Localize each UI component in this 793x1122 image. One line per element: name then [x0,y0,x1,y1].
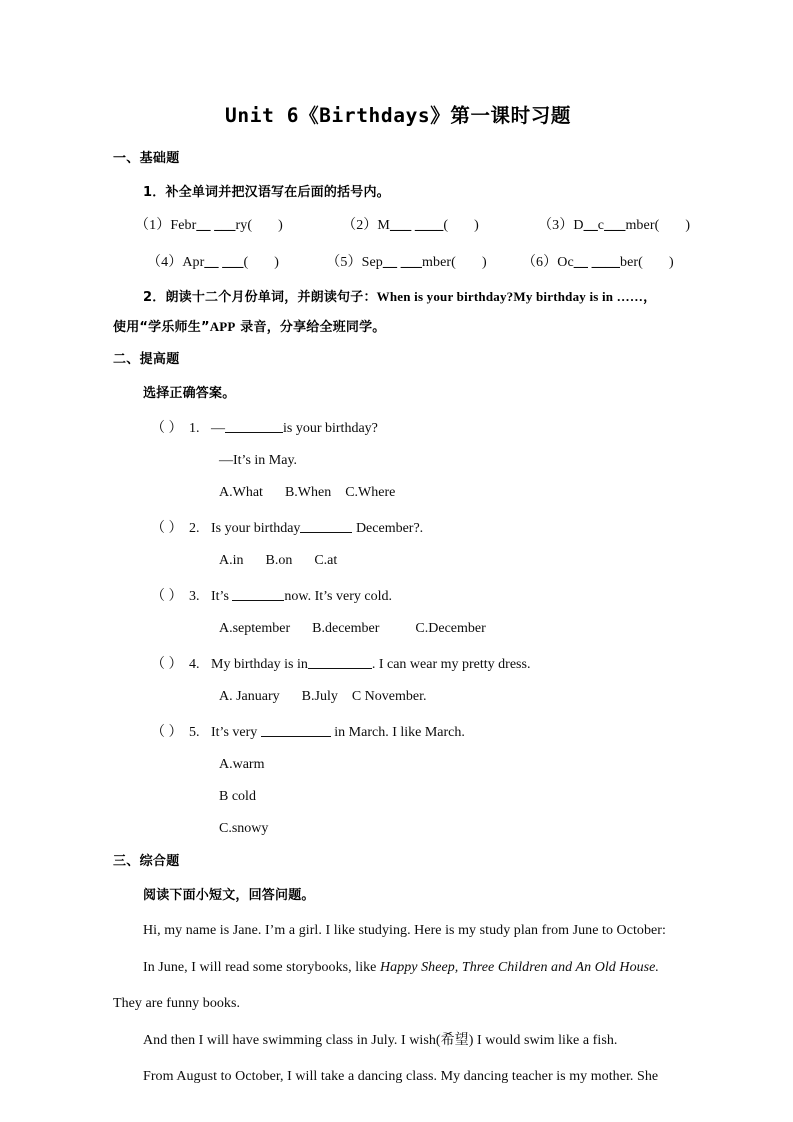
blank-item-5-label: （5） [326,255,362,270]
mc-question-5-option-c[interactable]: C.snowy [219,821,269,836]
mc-question-2-options [113,553,683,569]
task-2-number: 2． [143,290,166,305]
mc-question-2-number: 2. [189,521,200,536]
blank-item-1-prefix: Febr [170,218,197,233]
blank-item-4-close: ) [274,255,280,270]
blank-item-3-blank2[interactable]: ___ [604,218,626,233]
passage-line-2-text: In June, I will read some storybooks, like [143,959,380,975]
task-2-text-tail: ， [643,290,657,305]
mc-question-1-number: 1. [189,421,200,436]
mc-question-1 [113,417,683,437]
mc-question-5-answer-box[interactable]: （ ） [151,725,183,740]
mc-question-3 [113,585,683,605]
mc-question-5-number: 5. [189,725,200,740]
mc-question-3-stem-after: now. It’s very cold. [284,589,392,604]
mc-question-3-blank[interactable] [232,587,284,601]
mc-question-5-stem-before: It’s very [211,725,261,740]
blank-item-5-prefix: Sep [361,255,383,270]
reading-instruction: 阅读下面小短文，回答问题。 [143,888,315,903]
blank-item-4-blank2[interactable]: ___ [222,255,244,270]
mc-question-1-answer-box[interactable]: （ ） [151,421,183,436]
task-2-prompt-line2 [113,316,683,335]
mc-question-2-answer-box[interactable]: （ ） [151,521,183,536]
mc-question-4-answer-box[interactable]: （ ） [151,657,183,672]
task-2-text-en: When is your birthday?My birthday is in …… [376,289,644,304]
document-body [113,88,691,1086]
mc-question-1-extra: —It’s in May. [219,453,298,468]
section-heading-3: 三、综合题 [113,854,180,869]
blank-item-6-prefix: Oc [557,255,574,270]
blank-item-5 [326,251,486,271]
mc-question-2 [113,517,683,537]
blank-item-4-label: （4） [147,255,183,270]
blank-item-1-blank1[interactable]: __ [196,218,211,233]
blank-item-1 [135,214,283,234]
mc-question-2-stem-before: Is your birthday [211,521,301,536]
blank-item-3-prefix: D [573,218,584,233]
mc-question-3-number: 3. [189,589,200,604]
mc-question-3-options [113,621,683,637]
blank-item-6 [522,251,674,271]
mc-question-2-option-b[interactable]: B.on [265,553,293,568]
blank-item-6-suffix: ber( [620,255,643,270]
blank-item-1-suffix: ry( [235,218,253,233]
mc-question-4-blank[interactable] [308,655,372,669]
blank-item-1-label: （1） [135,218,171,233]
mc-question-4-number: 4. [189,657,200,672]
blank-row-2 [113,251,683,271]
blank-item-2 [342,214,479,234]
passage-line-5: From August to October, I will take a dancing class. My dancing teacher is my mother. She [143,1069,659,1084]
mc-question-4-stem-before: My birthday is in [211,657,308,672]
mc-question-5-stem-after: in March. I like March. [330,725,465,740]
mc-question-1-option-b[interactable]: B.When [284,485,332,500]
task-2-line2-cn-a: 使用“学乐师生” [113,320,210,335]
blank-item-3-label: （3） [538,218,574,233]
mc-question-4-option-a[interactable]: A. January [219,689,280,704]
mc-question-3-stem-before: It’s [211,589,233,604]
mc-question-1-stem-after: is your birthday? [283,421,378,436]
mc-question-4 [113,653,683,673]
blank-item-2-blank2[interactable]: ____ [414,218,444,233]
blank-item-6-close: ) [668,255,674,270]
mc-question-2-option-a[interactable]: A.in [219,553,244,568]
mc-question-2-option-c[interactable]: C.at [314,553,338,568]
blank-item-6-blank2[interactable]: ____ [591,255,620,270]
task-2-prompt [113,286,683,305]
mc-question-4-stem-after: . I can wear my pretty dress. [371,657,531,672]
mc-question-4-option-c[interactable]: C November. [351,689,427,704]
passage-line-2-book-titles: Happy Sheep, Three Children and An Old House. [380,959,659,975]
passage-line-1: Hi, my name is Jane. I’m a girl. I like studying. Here is my study plan from June to October: [143,923,666,938]
blank-item-2-blank1[interactable]: ___ [389,218,412,233]
task-2-text-cn: 朗读十二个月份单词，并朗读句子： [165,290,377,305]
mc-question-5 [113,721,683,741]
passage-line-2 [113,959,683,977]
mc-question-3-answer-box[interactable]: （ ） [151,589,183,604]
task-1-prompt [113,181,683,200]
task-2-line2-cn-b: 录音，分享给全班同学。 [235,320,386,335]
mc-question-5-blank[interactable] [261,723,331,737]
blank-item-3-mid: c [597,218,605,233]
blank-item-2-label: （2） [342,218,378,233]
page-title: Unit 6《Birthdays》第一课时习题 [225,104,571,127]
mc-question-1-option-c[interactable]: C.Where [345,485,396,500]
passage-line-4: And then I will have swimming class in July. I wish(希望) I would swim like a fish. [143,1032,618,1048]
mc-question-3-option-c[interactable]: C.December [415,621,486,636]
passage-line-3: They are funny books. [113,996,241,1011]
blank-item-1-blank2[interactable]: ___ [214,218,236,233]
section-heading-2: 二、提高题 [113,352,180,367]
blank-item-3-blank1[interactable]: __ [583,218,598,233]
task-1-text: 补全单词并把汉语写在后面的括号内。 [165,185,390,200]
mc-question-3-option-a[interactable]: A.september [219,621,291,636]
mc-question-4-options [113,689,683,705]
mc-question-1-blank[interactable] [225,419,283,433]
blank-row-1 [113,214,691,234]
mc-question-3-option-b[interactable]: B.december [312,621,380,636]
blank-item-2-suffix: ( [443,218,449,233]
blank-item-6-label: （6） [521,255,558,270]
blank-item-5-blank1[interactable]: __ [382,255,398,270]
blank-item-3 [538,214,690,234]
mc-question-2-stem-after: December?. [352,521,424,536]
mc-question-5-option-a[interactable]: A.warm [219,757,265,772]
blank-item-1-close: ) [278,218,283,233]
section-heading-1: 一、基础题 [113,151,180,166]
blank-item-5-blank2[interactable]: ___ [400,255,423,270]
mc-question-1-options [113,485,683,501]
blank-item-3-close: ) [685,218,691,233]
mc-question-4-option-b[interactable]: B.July [301,689,338,704]
blank-item-4-blank1[interactable]: __ [204,255,219,270]
blank-item-6-blank1[interactable]: __ [573,255,588,270]
blank-item-2-close: ) [474,218,479,233]
task-1-number: 1． [143,185,166,200]
task-2-line2-app: APP [209,319,236,334]
blank-item-2-prefix: M [377,218,390,233]
mc-question-5-option-b[interactable]: B cold [219,789,256,804]
mc-question-2-blank[interactable] [300,519,352,533]
mc-question-1-stem-before: — [211,421,225,436]
mc-instruction: 选择正确答案。 [143,386,236,401]
blank-item-4-prefix: Apr [182,255,205,270]
blank-item-4 [147,251,279,271]
blank-item-4-suffix: ( [243,255,249,270]
blank-item-5-suffix: mber( [422,255,456,270]
blank-item-3-suffix: mber( [625,218,660,233]
blank-item-5-close: ) [481,255,487,270]
mc-question-1-option-a[interactable]: A.What [219,485,263,500]
